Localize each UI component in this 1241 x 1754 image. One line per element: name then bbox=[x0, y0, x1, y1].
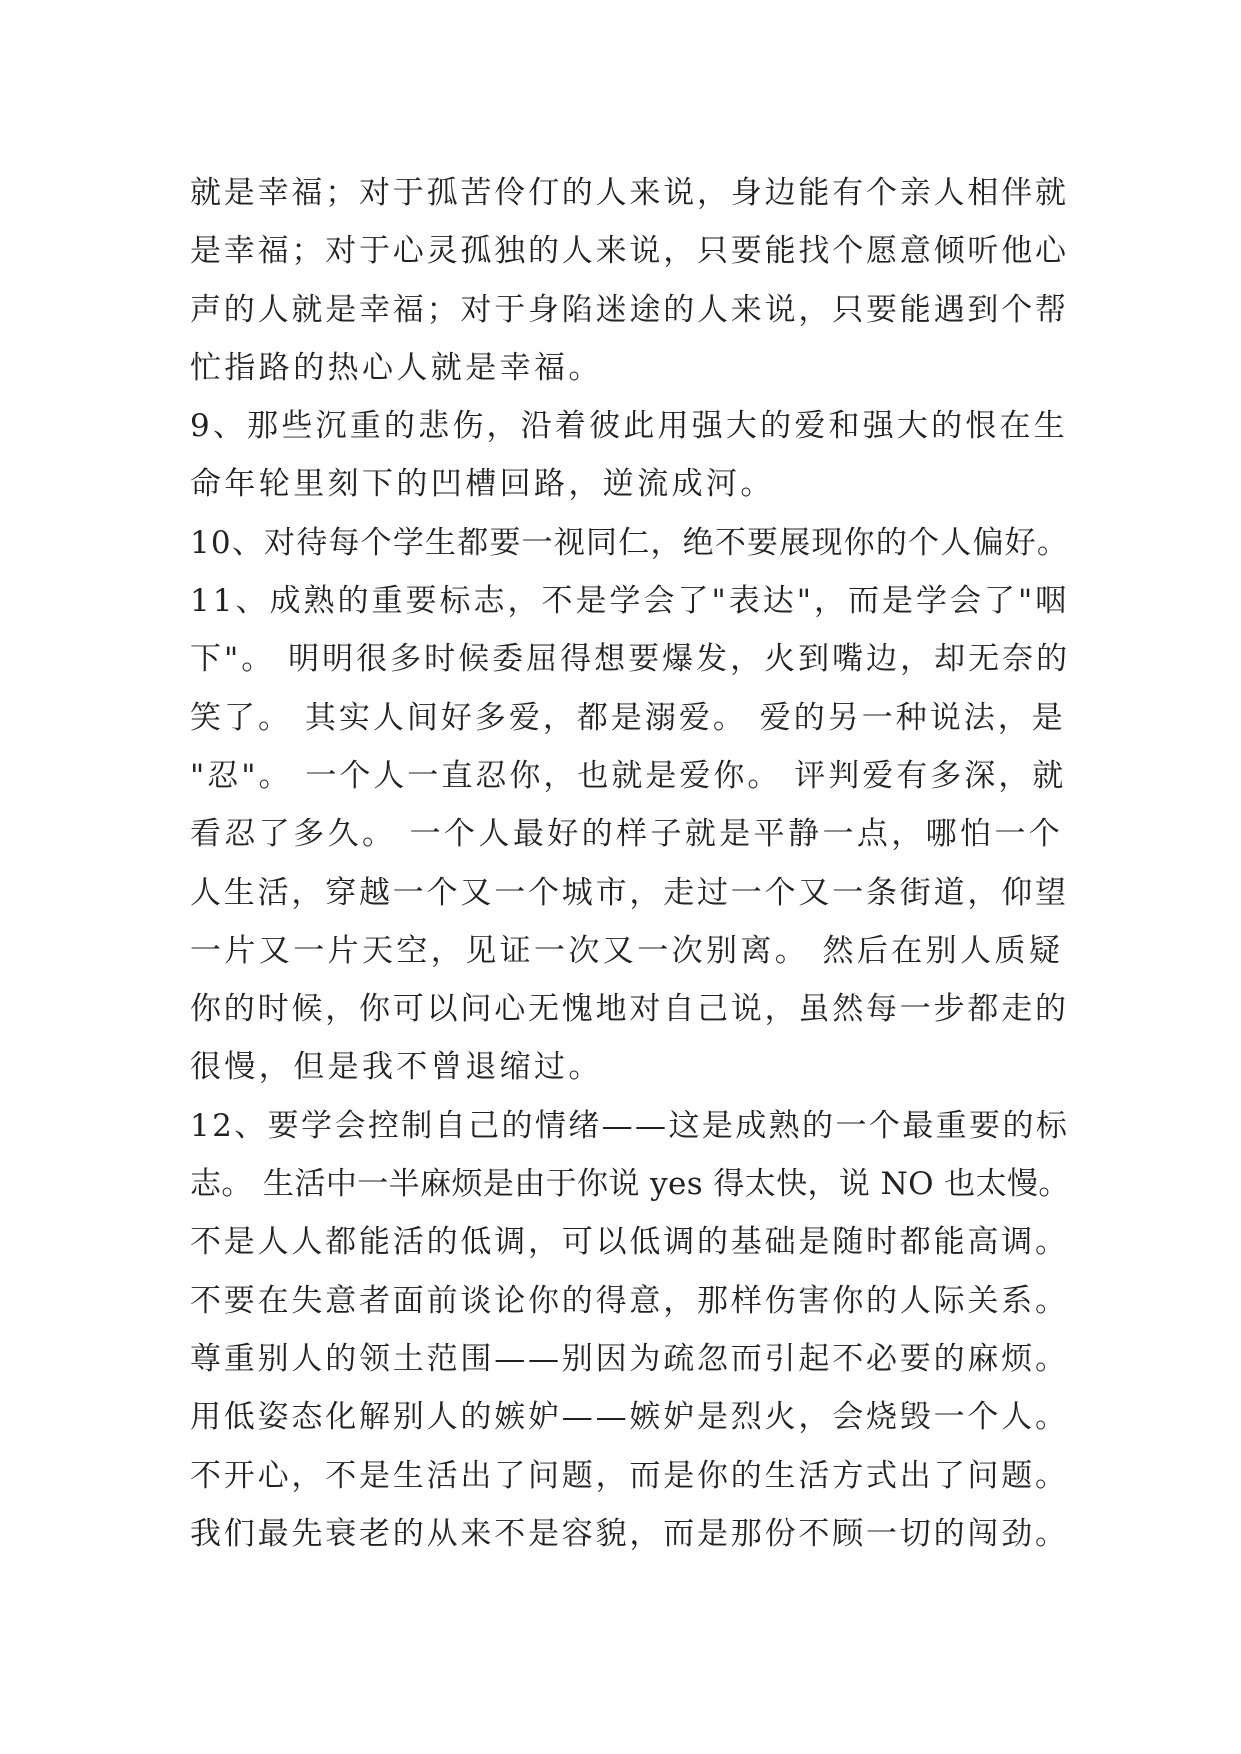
text-line: 一片又一片天空，见证一次又一次别离。 然后在别人质疑 bbox=[190, 932, 1064, 969]
text-line: 12、要学会控制自己的情绪——这是成熟的一个最重要的标 bbox=[190, 1107, 1070, 1144]
body-text bbox=[190, 164, 1070, 1563]
text-line: 志。 生活中一半麻烦是由于你说 yes 得太快，说 NO 也太慢。 bbox=[190, 1166, 1070, 1203]
text-line: 就是幸福；对于孤苦伶仃的人来说，身边能有个亲人相伴就 bbox=[190, 175, 1069, 211]
text-line: 笑了。 其实人间好多爱，都是溺爱。 爱的另一种说法，是 bbox=[190, 699, 1066, 736]
text-line: 声的人就是幸福；对于身陷迷途的人来说，只要能遇到个帮 bbox=[190, 291, 1069, 328]
text-line: 10、对待每个学生都要一视同仁，绝不要展现你的个人偏好。 bbox=[190, 524, 1070, 561]
text-line: 命年轮里刻下的凹槽回路，逆流成河。 bbox=[190, 466, 775, 503]
text-line: 人生活，穿越一个又一个城市，走过一个又一条街道，仰望 bbox=[190, 874, 1069, 911]
text-line: "忍"。 一个人一直忍你，也就是爱你。 评判爱有多深，就 bbox=[190, 757, 1067, 794]
text-line: 你的时候，你可以问心无愧地对自己说，虽然每一步都走的 bbox=[190, 991, 1069, 1028]
text-line: 下"。 明明很多时候委屈得想要爆发，火到嘴边，却无奈的 bbox=[190, 641, 1071, 678]
text-line: 是幸福；对于心灵孤独的人来说，只要能找个愿意倾听他心 bbox=[190, 233, 1069, 270]
text-line: 不是人人都能活的低调，可以低调的基础是随时都能高调。 bbox=[190, 1224, 1069, 1261]
text-line: 9、那些沉重的悲伤，沿着彼此用强大的爱和强大的恨在生 bbox=[190, 408, 1068, 445]
text-line: 看忍了多久。 一个人最好的样子就是平静一点，哪怕一个 bbox=[190, 816, 1064, 853]
text-line: 不要在失意者面前谈论你的得意，那样伤害你的人际关系。 bbox=[190, 1282, 1069, 1319]
text-line: 很慢，但是我不曾退缩过。 bbox=[190, 1049, 603, 1086]
text-line: 用低姿态化解别人的嫉妒——嫉妒是烈火，会烧毁一个人。 bbox=[190, 1399, 1069, 1436]
text-line: 不开心，不是生活出了问题，而是你的生活方式出了问题。 bbox=[190, 1457, 1069, 1494]
text-line: 尊重别人的领土范围——别因为疏忽而引起不必要的麻烦。 bbox=[190, 1340, 1069, 1377]
text-line: 我们最先衰老的从来不是容貌，而是那份不顾一切的闯劲。 bbox=[190, 1515, 1069, 1552]
text-line: 忙指路的热心人就是幸福。 bbox=[190, 349, 603, 386]
text-line: 11、成熟的重要标志，不是学会了"表达"，而是学会了"咽 bbox=[190, 583, 1070, 620]
